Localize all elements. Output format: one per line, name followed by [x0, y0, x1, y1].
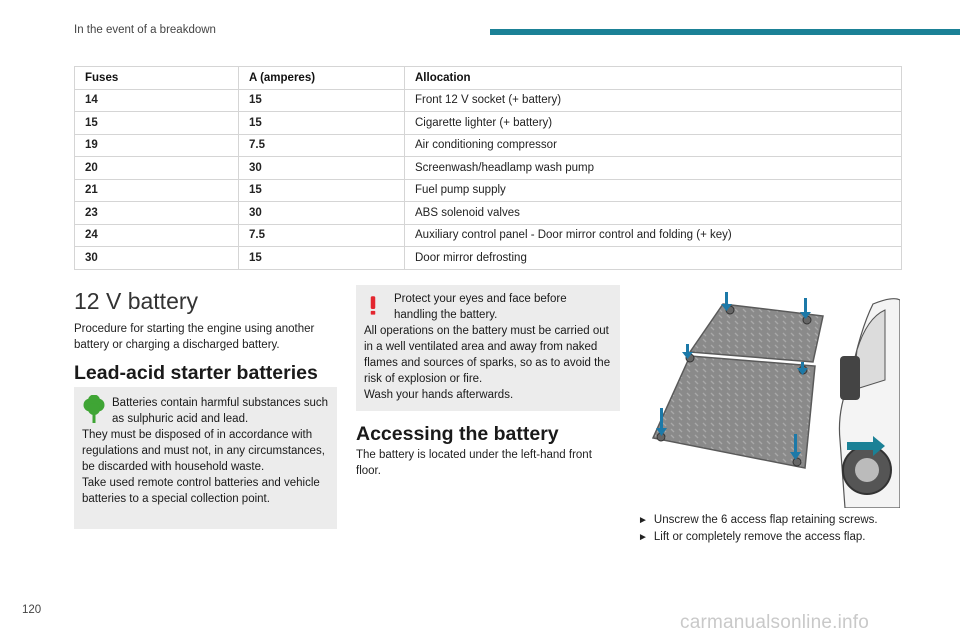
fuse-allocation: Auxiliary control panel - Door mirror control and folding (+ key)	[405, 224, 902, 247]
table-row	[75, 202, 902, 225]
fuse-amperes: 15	[239, 247, 405, 270]
running-header: In the event of a breakdown	[74, 24, 216, 36]
table-row	[75, 157, 902, 180]
environment-note	[74, 387, 337, 529]
fuse-amperes: 15	[239, 89, 405, 112]
table-row	[75, 179, 902, 202]
section-intro: Procedure for starting the engine using another battery or charging a discharged battery.	[74, 323, 315, 351]
fuse-allocation: Cigarette lighter (+ battery)	[405, 112, 902, 135]
fuse-allocation: Screenwash/headlamp wash pump	[405, 157, 902, 180]
subsection-title-accessing: Accessing the battery	[356, 423, 559, 445]
note-text: Wash your hands afterwards.	[364, 389, 514, 401]
step-marker: ►	[638, 515, 648, 526]
fuse-number: 14	[75, 89, 239, 112]
column-header-amperes: A (amperes)	[239, 67, 405, 90]
step-text: Unscrew the 6 access flap retaining screws.	[653, 514, 878, 526]
fuse-table	[74, 66, 902, 270]
table-header-row	[75, 67, 902, 90]
fuse-amperes: 7.5	[239, 224, 405, 247]
table-row	[75, 134, 902, 157]
fuse-number: 30	[75, 247, 239, 270]
page-number: 120	[22, 604, 42, 616]
step-item	[638, 512, 908, 529]
fuse-allocation: Door mirror defrosting	[405, 247, 902, 270]
subsection-title-lead-acid: Lead-acid starter batteries	[74, 362, 318, 384]
exclamation-icon	[364, 291, 382, 321]
warning-note	[356, 285, 620, 411]
header-accent-bar	[490, 29, 960, 35]
note-text: Protect your eyes and face before handling the battery.	[394, 293, 567, 321]
fuse-amperes: 30	[239, 157, 405, 180]
fuse-allocation: ABS solenoid valves	[405, 202, 902, 225]
fuse-allocation: Front 12 V socket (+ battery)	[405, 89, 902, 112]
table-row	[75, 247, 902, 270]
fuse-allocation: Fuel pump supply	[405, 179, 902, 202]
step-item	[638, 529, 908, 546]
fuse-number: 23	[75, 202, 239, 225]
note-text: Batteries contain harmful substances such as sulphuric acid and lead.	[112, 397, 329, 425]
note-text: All operations on the battery must be carried out in a well ventilated area and away from naked flames and sources of sparks, so as to avoid the risk of explosion or fire.	[364, 325, 611, 385]
table-row	[75, 224, 902, 247]
section-title: 12 V battery	[74, 288, 199, 314]
fuse-number: 20	[75, 157, 239, 180]
fuse-amperes: 30	[239, 202, 405, 225]
note-text: Take used remote control batteries and vehicle batteries to a special collection point.	[82, 477, 320, 505]
fuse-amperes: 15	[239, 179, 405, 202]
step-marker: ►	[638, 532, 648, 543]
accessing-text: The battery is located under the left-hand front floor.	[356, 449, 592, 477]
fuse-amperes: 15	[239, 112, 405, 135]
instruction-steps	[638, 512, 908, 546]
fuse-number: 21	[75, 179, 239, 202]
step-text: Lift or completely remove the access flap.	[653, 531, 866, 543]
fuse-number: 24	[75, 224, 239, 247]
fuse-number: 15	[75, 112, 239, 135]
watermark-text: carmanualsonline.info	[680, 612, 870, 633]
column-header-allocation: Allocation	[405, 67, 902, 90]
battery-access-flap-illustration	[645, 290, 900, 508]
column-header-fuses: Fuses	[75, 67, 239, 90]
fuse-amperes: 7.5	[239, 134, 405, 157]
note-text: They must be disposed of in accordance with regulations and must not, in any circumstances, be discarded with household waste.	[82, 429, 325, 473]
tree-icon	[82, 395, 106, 425]
fuse-number: 19	[75, 134, 239, 157]
table-row	[75, 89, 902, 112]
table-row	[75, 112, 902, 135]
fuse-allocation: Air conditioning compressor	[405, 134, 902, 157]
